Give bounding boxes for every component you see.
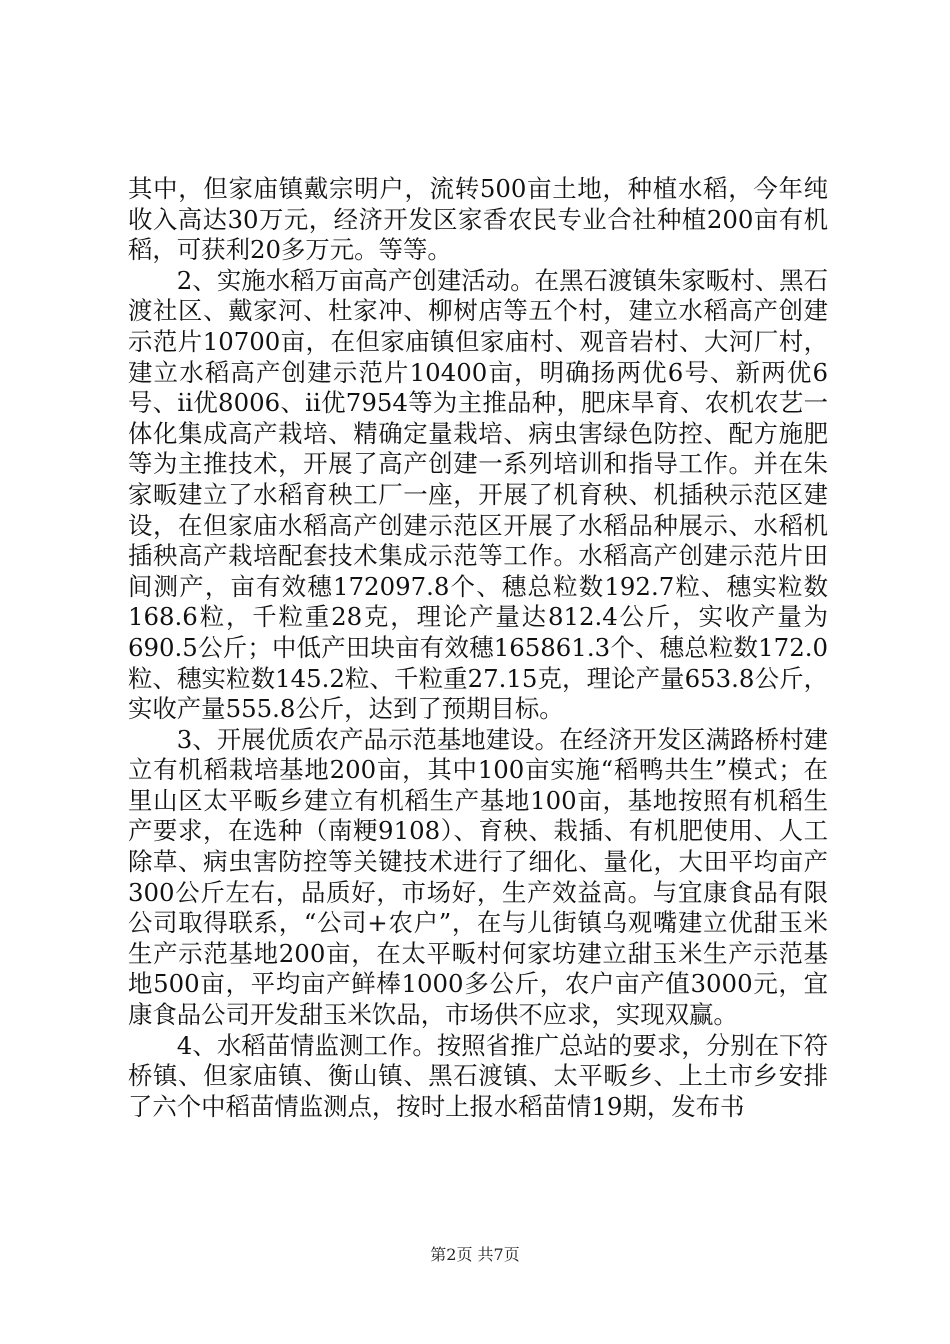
page-footer: 第2页 共7页 [430, 1245, 520, 1264]
paragraph-quality-base: 3、开展优质农产品示范基地建设。在经济开发区满路桥村建立有机稻栽培基地200亩，其中100亩实施“稻鸭共生”模式；在里山区太平畈乡建立有机稻生产基地100亩，基地按照有机稻生产要求，在选种（南粳9108）、育秧、栽插、有机肥使用、人工除草、病虫害防控等关键技术进行了细化、量化，大田平均亩产300公斤左右，品质好，市场好，生产效益高。与宜康食品有限公司取得联系，“公司+农户”，在与儿街镇乌观嘴建立优甜玉米生产示范基地200亩，在太平畈村何家坊建立甜玉米生产示范基地500亩，平均亩产鲜棒1000多公斤，农户亩产值3000元，宜康食品公司开发甜玉米饮品，市场供不应求，实现双赢。 [128, 724, 828, 1030]
paragraph-rice-high-yield: 2、实施水稻万亩高产创建活动。在黑石渡镇朱家畈村、黑石渡社区、戴家河、杜家冲、柳树店等五个村，建立水稻高产创建示范片10700亩，在但家庙镇但家庙村、观音岩村、大河厂村，建立水稻高产创建示范片10400亩，明确扬两优6号、新两优6号、ii优8006、ii优7954等为主推品种，肥床旱育、农机农艺一体化集成高产栽培、精确定量栽培、病虫害绿色防控、配方施肥等为主推技术，开展了高产创建一系列培训和指导工作。并在朱家畈建立了水稻育秧工厂一座，开展了机育秧、机插秧示范区建设，在但家庙水稻高产创建示范区开展了水稻品种展示、水稻机插秧高产栽培配套技术集成示范等工作。水稻高产创建示范片田间测产，亩有效穗172097.8个、穗总粒数192.7粒、穗实粒数168.6粒，千粒重28克，理论产量达812.4公斤，实收产量为690.5公斤；中低产田块亩有效穗165861.3个、穗总粒数172.0粒、穗实粒数145.2粒、千粒重27.15克，理论产量653.8公斤，实收产量555.8公斤，达到了预期目标。 [128, 265, 828, 724]
document-body [128, 174, 828, 1122]
paragraph-seedling-monitoring: 4、水稻苗情监测工作。按照省推广总站的要求，分别在下符桥镇、但家庙镇、衡山镇、黑石渡镇、太平畈乡、上土市乡安排了六个中稻苗情监测点，按时上报水稻苗情19期，发布书 [128, 1030, 828, 1121]
paragraph-continuation: 其中，但家庙镇戴宗明户，流转500亩土地，种植水稻，今年纯收入高达30万元，经济开发区家香农民专业合社种植200亩有机稻，可获利20多万元。等等。 [128, 174, 828, 265]
